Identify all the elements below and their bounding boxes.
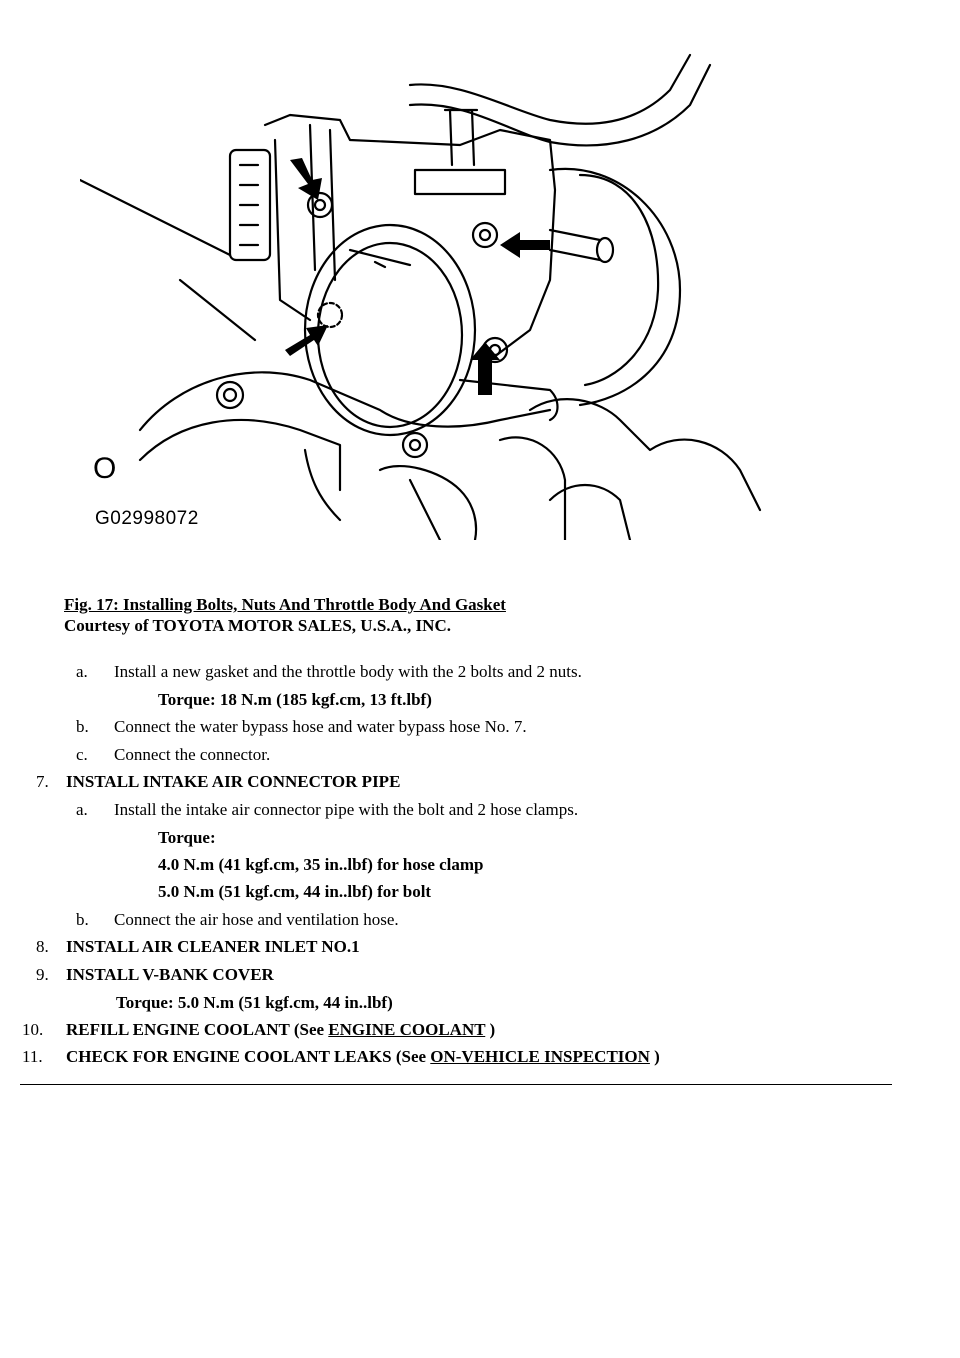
step-letter: b. [76,717,89,736]
torque-spec: 4.0 N.m (41 kgf.cm, 35 in..lbf) for hose clamp [158,855,484,874]
throttle-body-illustration [80,50,770,540]
section-divider [20,1084,892,1085]
step-number: 9. [36,965,49,984]
step-text: Connect the connector. [114,745,271,764]
step-7-heading [36,772,400,792]
step-title: INSTALL INTAKE AIR CONNECTOR PIPE [66,772,401,791]
step-text: Connect the air hose and ventilation hose. [114,910,399,929]
step-number: 8. [36,937,49,956]
step-number: 7. [36,772,49,791]
figure-code: G02998072 [95,508,199,529]
step-6a [76,662,582,682]
step-text: Install the intake air connector pipe with the bolt and 2 hose clamps. [114,800,579,819]
step-7b [76,910,399,930]
figure-caption [64,594,506,636]
step-title: INSTALL AIR CLEANER INLET NO.1 [66,937,360,956]
step-title: CHECK FOR ENGINE COOLANT LEAKS (See [66,1047,431,1066]
step-text: Install a new gasket and the throttle body with the 2 bolts and 2 nuts. [114,662,582,681]
figure-label-letter: O [93,452,117,485]
step-6b [76,717,527,737]
torque-spec: Torque: 18 N.m (185 kgf.cm, 13 ft.lbf) [158,690,432,709]
step-6c [76,745,270,765]
step-8-heading [36,937,360,957]
step-title: REFILL ENGINE COOLANT (See [66,1020,329,1039]
step-letter: a. [76,662,88,681]
step-title: INSTALL V-BANK COVER [66,965,274,984]
torque-spec: 5.0 N.m (51 kgf.cm, 44 in..lbf) for bolt [158,882,432,901]
step-letter: c. [76,745,88,764]
step-10-heading [22,1020,495,1040]
step-number: 11. [22,1047,43,1066]
step-tail: ) [649,1047,660,1066]
step-letter: b. [76,910,89,929]
figure-courtesy: Courtesy of TOYOTA MOTOR SALES, U.S.A., INC. [64,616,451,635]
step-number: 10. [22,1020,44,1039]
on-vehicle-inspection-link[interactable]: ON-VEHICLE INSPECTION [430,1047,650,1066]
engine-coolant-link[interactable]: ENGINE COOLANT [328,1020,486,1039]
step-text: Connect the water bypass hose and water bypass hose No. 7. [114,717,527,736]
torque-label: Torque: [158,828,216,847]
step-11-heading [22,1047,660,1067]
figure-title: Fig. 17: Installing Bolts, Nuts And Throttle Body And Gasket [64,595,506,614]
step-9-heading [36,965,274,985]
step-letter: a. [76,800,88,819]
step-tail: ) [485,1020,496,1039]
step-7a [76,800,578,820]
torque-spec: Torque: 5.0 N.m (51 kgf.cm, 44 in..lbf) [116,993,393,1012]
